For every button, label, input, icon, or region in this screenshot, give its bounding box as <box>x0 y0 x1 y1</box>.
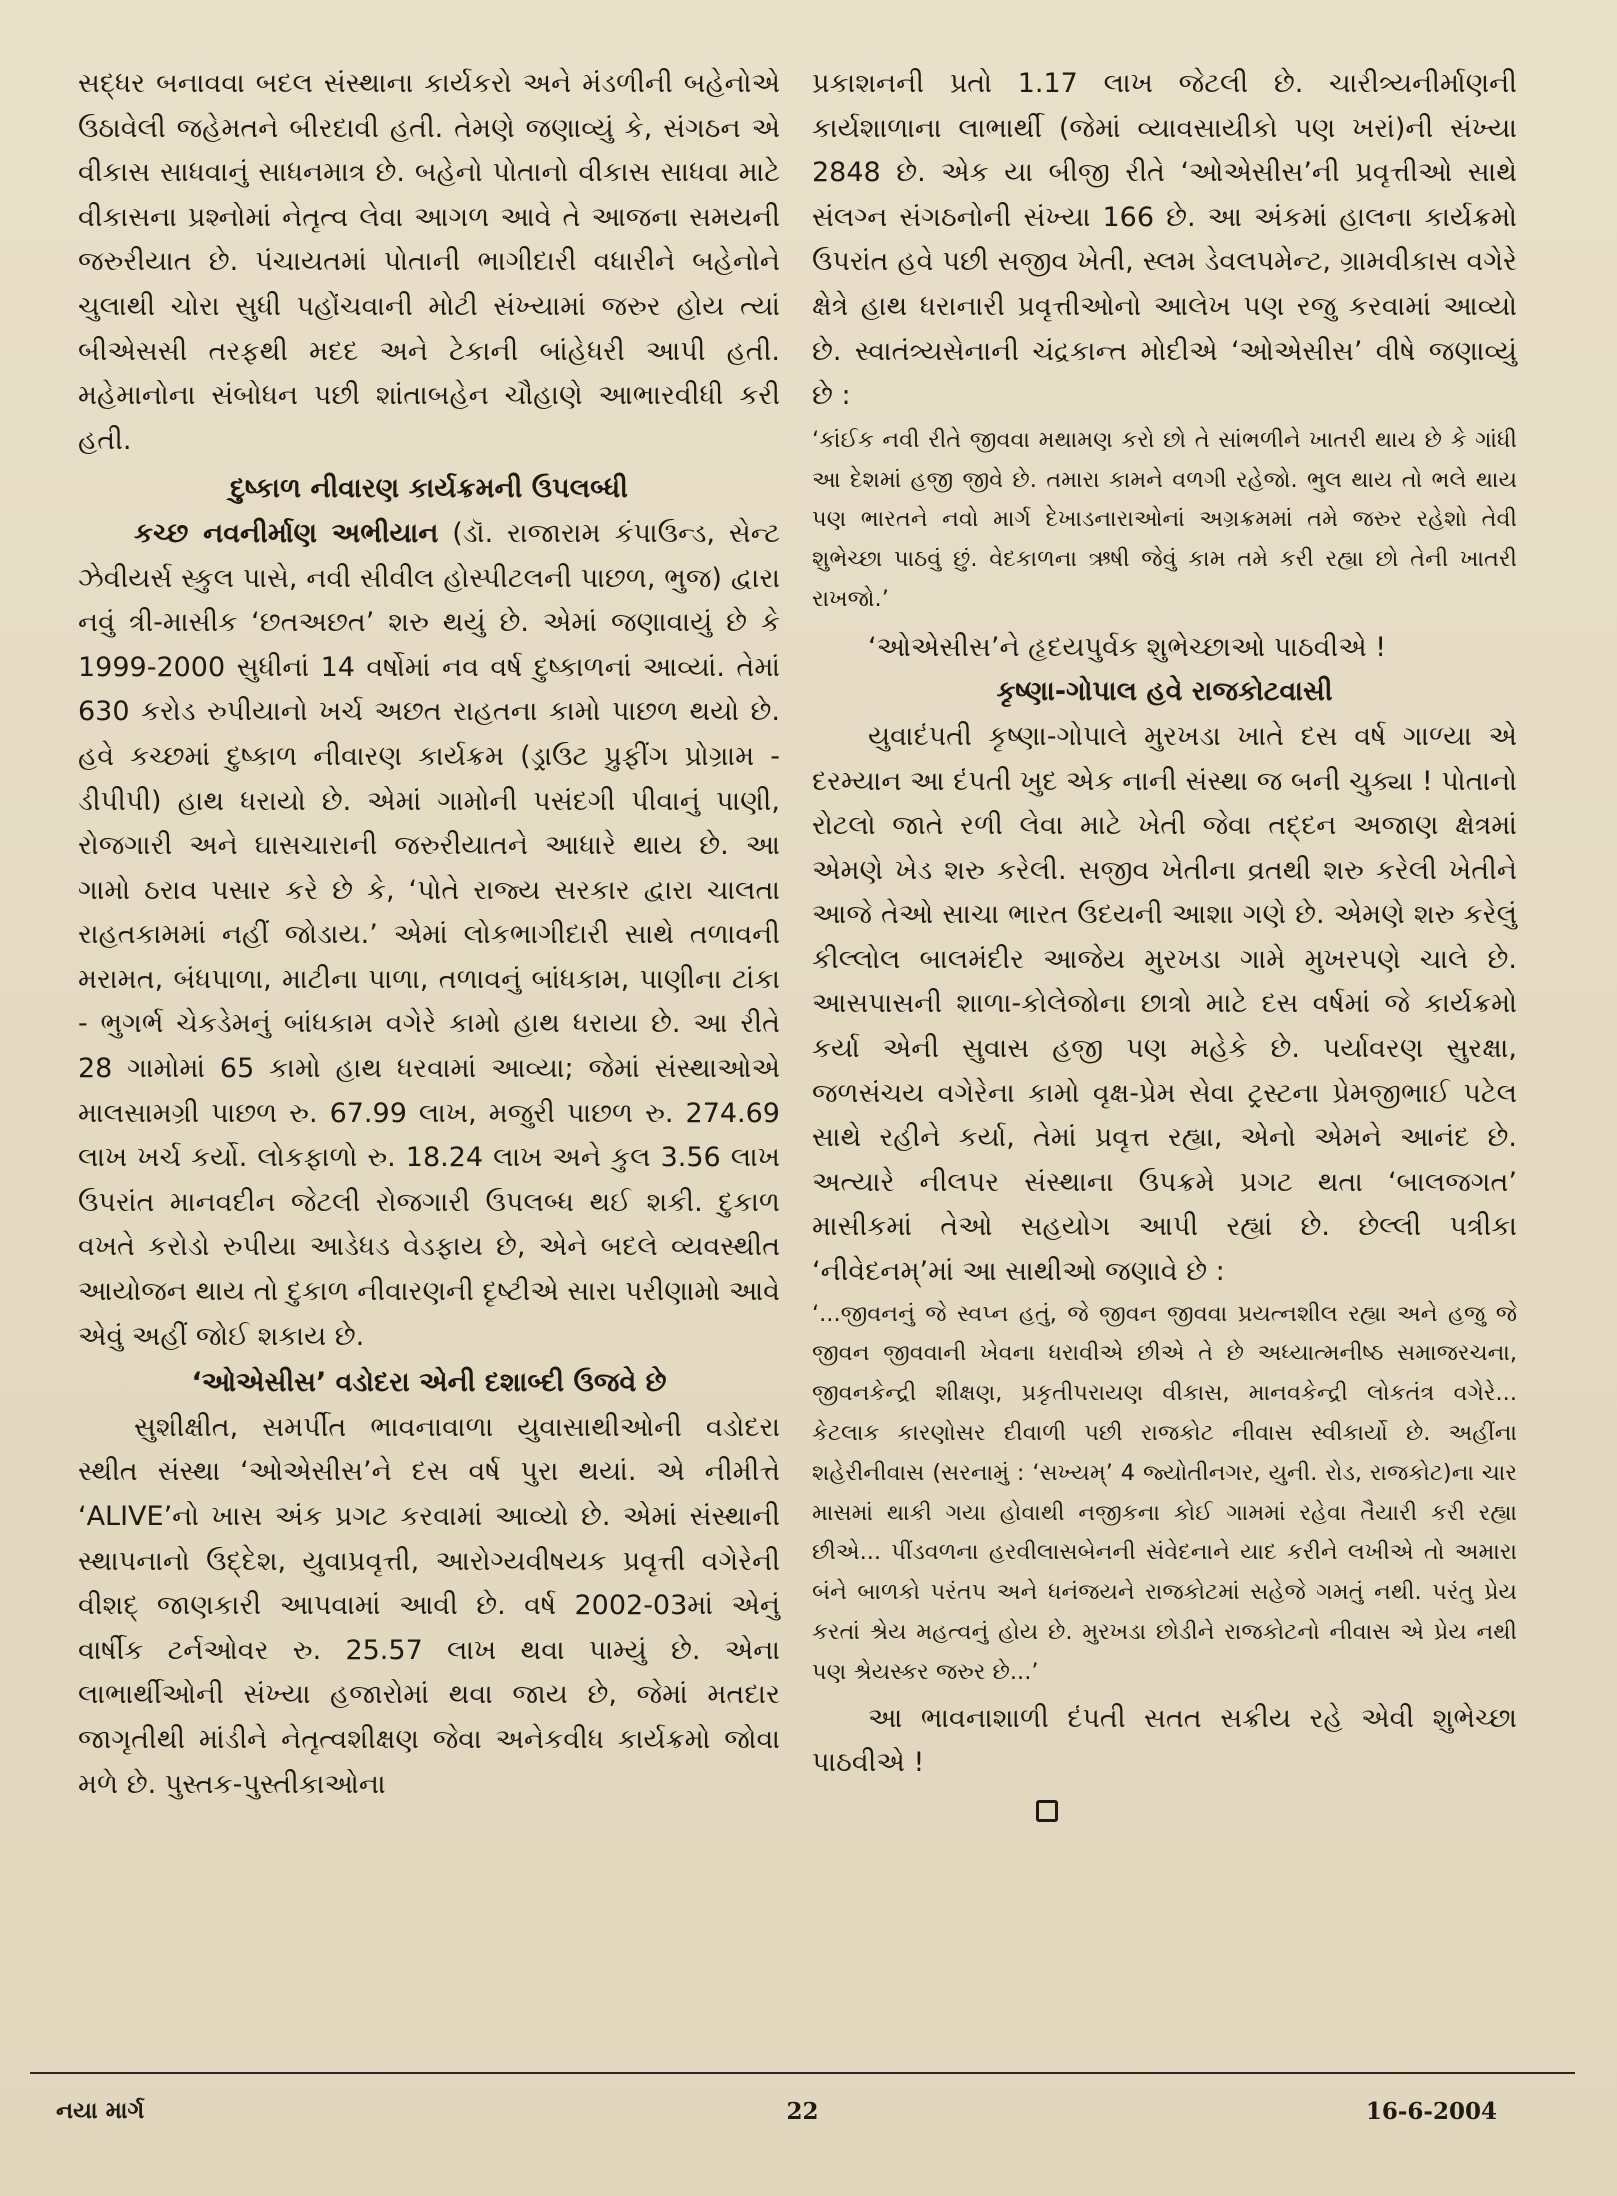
page-number: 22 <box>786 2098 819 2125</box>
paragraph-oasis: સુશીક્ષીત, સમર્પીત ભાવનાવાળા યુવાસાથીઓની વડોદરા સ્થીત સંસ્થા ‘ઓએસીસ’ને દસ વર્ષ પુરા થયાં. એ નીમીત્તે ‘ALIVE’નો ખાસ અંક પ્રગટ કરવામાં આવ્યો છે. એમાં સંસ્થાની સ્થાપનાનો ઉદ્દેશ, યુવાપ્રવૃત્તી, આરોગ્યવીષયક પ્રવૃત્તી વગેરેની વીશદ્ જાણકારી આપવામાં આવી છે. વર્ષ 2002-03માં એનું વાર્ષીક ટર્નઓવર રુ. 25.57 લાખ થવા પામ્યું છે. એના લાભાર્થીઓની સંખ્યા હજારોમાં થવા જાય છે, જેમાં મતદાર જાગૃતીથી માંડીને નેતૃત્વશીક્ષણ જેવા અનેકવીધ કાર્યક્રમો જોવા મળે છે. પુસ્તક-પુસ્તીકાઓના <box>78 1411 780 1800</box>
paragraph-closing-wishes: આ ભાવનાશાળી દંપતી સતત સક્રીય રહે એવી શુભેચ્છા પાઠવીએ ! <box>812 1702 1517 1779</box>
quote-nivedanam: ‘...જીવનનું જે સ્વપ્ન હતું, જે જીવન જીવવા પ્રયત્નશીલ રહ્યા અને હજુ જે જીવન જીવવાની ખેવના ધરાવીએ છીએ તે છે અધ્યાત્મનીષ્ઠ સમાજરચના, જીવનકેન્દ્રી શીક્ષણ, પ્રકૃતીપરાયણ વીકાસ, માનવકેન્દ્રી લોકતંત્ર વગેરે... કેટલાક કારણોસર દીવાળી પછી રાજકોટ નીવાસ સ્વીકાર્યો છે. અહીંના શહેરીનીવાસ (સરનામું : ‘સખ્યમ્’ 4 જ્યોતીનગર, યુની. રોડ, રાજકોટ)ના ચાર માસમાં થાકી ગયા હોવાથી નજીકના કોઈ ગામમાં રહેવા તૈયારી કરી રહ્યા છીએ... પીંડવળના હરવીલાસબેનની સંવેદનાને યાદ કરીને લખીએ તો અમારા બંને બાળકો પરંતપ અને ધનંજયને રાજકોટમાં સહેજે ગમતું નથી. પરંતુ પ્રેય કરતાં શ્રેય મહત્વનું હોય છે. મુરખડા છોડીને રાજકોટનો નીવાસ એ પ્રેય નથી પણ શ્રેયસ્કર જરુર છે...’ <box>812 1300 1517 1685</box>
paragraph-oasis-continued: પ્રકાશનની પ્રતો 1.17 લાખ જેટલી છે. ચારીત્ર્યનીર્માણની કાર્યશાળાના લાભાર્થી (જેમાં વ્યાવસાયીકો પણ ખરાં)ની સંખ્યા 2848 છે. એક યા બીજી રીતે ‘ઓએસીસ’ની પ્રવૃત્તીઓ સાથે સંલગ્ન સંગઠનોની સંખ્યા 166 છે. આ અંકમાં હાલના કાર્યક્રમો ઉપરાંત હવે પછી સજીવ ખેતી, સ્લમ ડેવલપમેન્ટ, ગ્રામવીકાસ વગેરે ક્ષેત્રે હાથ ધરાનારી પ્રવૃત્તીઓનો આલેખ પણ રજુ કરવામાં આવ્યો છે. સ્વાતંત્ર્યસેનાની ચંદ્રકાન્ત મોદીએ ‘ઓએસીસ’ વીષે જણાવ્યું છે : <box>812 68 1517 412</box>
heading-drought-relief: દુષ્કાળ નીવારણ કાર્યક્રમની ઉપલબ્ધી <box>230 473 628 505</box>
left-column <box>78 62 780 1807</box>
quote-chandrakant-modi: ‘કાંઈક નવી રીતે જીવવા મથામણ કરો છો તે સાંભળીને ખાતરી થાય છે કે ગાંધી આ દેશમાં હજી જીવે છે. તમારા કામને વળગી રહેજો. ભુલ થાય તો ભલે થાય પણ ભારતને નવો માર્ગ દેખાડનારાઓનાં અગ્રક્રમમાં તમે જરુર રહેશો તેવી શુભેચ્છા પાઠવું છું. વેદકાળના ઋષી જેવું કામ તમે કરી રહ્યા છો તેની ખાતરી રાખજો.’ <box>812 426 1517 612</box>
footer-rule <box>30 2072 1575 2074</box>
issue-date: 16-6-2004 <box>1365 2098 1497 2125</box>
page-footer <box>30 2098 1575 2138</box>
right-column <box>812 62 1517 1822</box>
end-of-article-box-icon <box>1036 1800 1058 1822</box>
paragraph-bsc-closing: સદ્ધર બનાવવા બદલ સંસ્થાના કાર્યકરો અને મંડળીની બહેનોએ ઉઠાવેલી જહેમતને બીરદાવી હતી. તેમણે જણાવ્યું કે, સંગઠન એ વીકાસ સાધવાનું સાધનમાત્ર છે. બહેનો પોતાનો વીકાસ સાધવા માટે વીકાસના પ્રશ્નોમાં નેતૃત્વ લેવા આગળ આવે તે આજના સમયની જરુરીયાત છે. પંચાયતમાં પોતાની ભાગીદારી વધારીને બહેનોને ચુલાથી ચોરા સુધી પહોંચવાની મોટી સંખ્યામાં જરુર હોય ત્યાં બીએસસી તરફથી મદદ અને ટેકાની બાંહેધરી આપી હતી. મહેમાનોના સંબોધન પછી શાંતાબહેન ચૌહાણે આભારવીધી કરી હતી. <box>78 68 780 456</box>
paragraph-oasis-wishes: ‘ઓએસીસ’ને હૃદયપુર્વક શુભેચ્છાઓ પાઠવીએ ! <box>868 631 1387 663</box>
magazine-name: નયા માર્ગ <box>56 2098 145 2124</box>
paragraph-kutch-body: (ડૉ. રાજારામ કંપાઉન્ડ, સેન્ટ ઝેવીયર્સ સ્કુલ પાસે, નવી સીવીલ હોસ્પીટલની પાછળ, ભુજ) દ્વારા નવું ત્રી-માસીક ‘છતઅછત’ શરુ થયું છે. એમાં જણાવાયું છે કે 1999-2000 સુધીનાં 14 વર્ષોમાં નવ વર્ષ દુષ્કાળનાં આવ્યાં. તેમાં 630 કરોડ રુપીયાનો ખર્ચ અછત રાહતના કામો પાછળ થયો છે. હવે કચ્છમાં દુષ્કાળ નીવારણ કાર્યક્રમ (ડ્રાઉટ પ્રુફીંગ પ્રોગ્રામ - ડીપીપી) હાથ ધરાયો છે. એમાં ગામોની પસંદગી પીવાનું પાણી, રોજગારી અને ઘાસચારાની જરુરીયાતને આધારે થાય છે. આ ગામો ઠરાવ પસાર કરે છે કે, ‘પોતે રાજ્ય સરકાર દ્વારા ચાલતા રાહતકામમાં નહીં જોડાય.’ એમાં લોકભાગીદારી સાથે તળાવની મરામત, બંધપાળા, માટીના પાળા, તળાવનું બાંધકામ, પાણીના ટાંકા - ભુગર્ભ ચેકડેમનું બાંધકામ વગેરે કામો હાથ ધરાયા છે. આ રીતે 28 ગામોમાં 65 કામો હાથ ધરવામાં આવ્યા; જેમાં સંસ્થાઓએ માલસામગ્રી પાછળ રુ. 67.99 લાખ, મજુરી પાછળ રુ. 274.69 લાખ ખર્ચ કર્યો. લોકફાળો રુ. 18.24 લાખ અને કુલ 3.56 લાખ ઉપરાંત માનવદીન જેટલી રોજગારી ઉપલબ્ધ થઈ શકી. દુકાળ વખતે કરોડો રુપીયા આડેધડ વેડફાય છે, એને બદલે વ્યવસ્થીત આયોજન થાય તો દુકાળ નીવારણની દૃષ્ટીએ સારા પરીણામો આવે એવું અહીં જોઈ શકાય છે. <box>78 517 780 1352</box>
organization-name: કચ્છ નવનીર્માણ અભીયાન <box>134 517 439 549</box>
heading-krishna-gopal: કૃષ્ણા-ગોપાલ હવે રાજકોટવાસી <box>996 676 1333 708</box>
paragraph-kutch-navnirman <box>78 512 780 1359</box>
heading-oasis-decade: ‘ઓએસીસ’ વડોદરા એની દશાબ્દી ઉજવે છે <box>191 1367 667 1399</box>
paragraph-krishna-gopal: યુવાદંપતી કૃષ્ણા-ગોપાલે મુરખડા ખાતે દસ વર્ષ ગાળ્યા એ દરમ્યાન આ દંપતી ખુદ એક નાની સંસ્થા જ બની ચુક્યા ! પોતાનો રોટલો જાતે રળી લેવા માટે ખેતી જેવા તદ્દન અજાણ ક્ષેત્રમાં એમણે ખેડ શરુ કરેલી. સજીવ ખેતીના વ્રતથી શરુ કરેલી ખેતીને આજે તેઓ સાચા ભારત ઉદયની આશા ગણે છે. એમણે શરુ કરેલું કીલ્લોલ બાલમંદીર આજેય મુરખડા ગામે મુખરપણે ચાલે છે. આસપાસની શાળા-કોલેજોના છાત્રો માટે દસ વર્ષમાં જે કાર્યક્રમો કર્યા એની સુવાસ હજી પણ મહેકે છે. પર્યાવરણ સુરક્ષા, જળસંચય વગેરેના કામો વૃક્ષ-પ્રેમ સેવા ટ્રસ્ટના પ્રેમજીભાઈ પટેલ સાથે રહીને કર્યા, તેમાં પ્રવૃત્ત રહ્યા, એનો એમને આનંદ છે. અત્યારે નીલપર સંસ્થાના ઉપક્રમે પ્રગટ થતા ‘બાલજગત’ માસીકમાં તેઓ સહયોગ આપી રહ્યાં છે. છેલ્લી પત્રીકા ‘નીવેદનમ્’માં આ સાથીઓ જણાવે છે : <box>812 720 1517 1288</box>
